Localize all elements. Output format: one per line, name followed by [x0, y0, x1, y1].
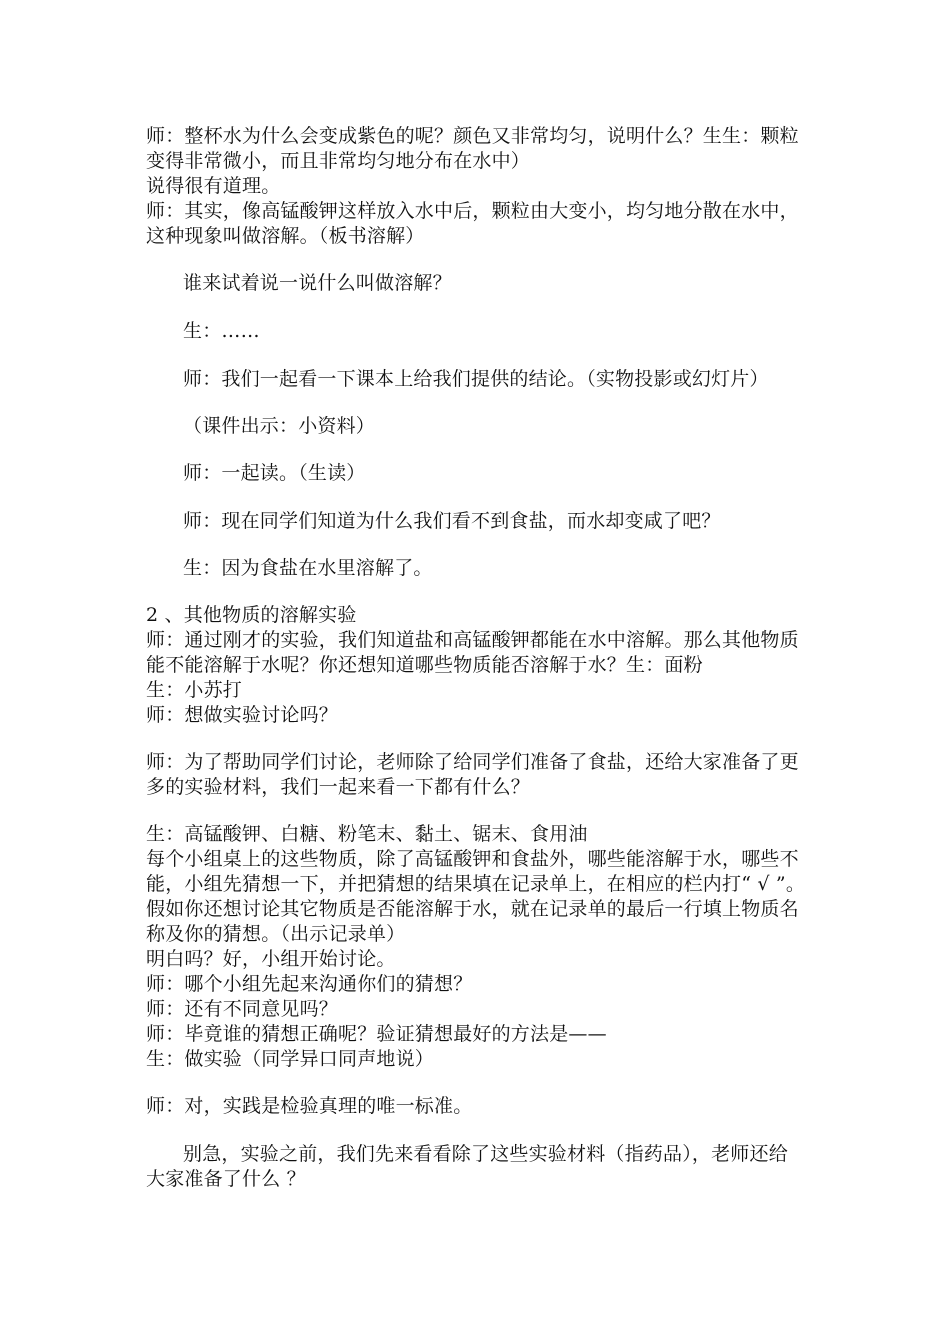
text-line-2: 变得非常微小，而且非常均匀地分布在水中）	[146, 150, 531, 172]
text-line-22: 能，小组先猜想一下，并把猜想的结果填在记录单上，在相应的栏内打“ √ ”。	[146, 873, 806, 895]
text-line-19: 多的实验材料，我们一起来看一下都有什么？	[146, 776, 531, 798]
text-line-10: 师：一起读。（生读）	[183, 462, 366, 484]
text-line-26: 师：哪个小组先起来沟通你们的猜想？	[146, 973, 473, 995]
text-line-7: 生：……	[183, 320, 260, 342]
text-line-11: 师：现在同学们知道为什么我们看不到食盐，而水却变咸了吧？	[183, 510, 721, 532]
text-line-20: 生：高锰酸钾、白糖、粉笔末、黏土、锯末、食用油	[146, 823, 588, 845]
text-line-3: 说得很有道理。	[146, 175, 281, 197]
text-line-5: 这种现象叫做溶解。（板书溶解）	[146, 225, 425, 247]
text-line-24: 称及你的猜想。（出示记录单）	[146, 923, 406, 945]
text-line-30: 师：对，实践是检验真理的唯一标准。	[146, 1095, 473, 1117]
text-line-16: 生：小苏打	[146, 679, 243, 701]
text-line-25: 明白吗？好，小组开始讨论。	[146, 948, 396, 970]
text-line-12: 生：因为食盐在水里溶解了。	[183, 557, 433, 579]
text-line-21: 每个小组桌上的这些物质，除了高锰酸钾和食盐外，哪些能溶解于水，哪些不	[146, 848, 799, 870]
text-line-23: 假如你还想讨论其它物质是否能溶解于水，就在记录单的最后一行填上物质名	[146, 898, 799, 920]
section-heading: 2 、其他物质的溶解实验	[146, 604, 357, 626]
text-line-8: 师：我们一起看一下课本上给我们提供的结论。（实物投影或幻灯片）	[183, 368, 769, 390]
text-line-32: 大家准备了什么 ？	[146, 1168, 306, 1190]
text-line-1: 师：整杯水为什么会变成紫色的呢？颜色又非常均匀，说明什么？生生：颗粒	[146, 125, 799, 147]
text-line-17: 师：想做实验讨论吗？	[146, 704, 339, 726]
text-line-14: 师：通过刚才的实验，我们知道盐和高锰酸钾都能在水中溶解。那么其他物质	[146, 629, 799, 651]
text-line-28: 师：毕竟谁的猜想正确呢？验证猜想最好的方法是——	[146, 1023, 607, 1045]
text-line-27: 师：还有不同意见吗？	[146, 998, 339, 1020]
text-line-29: 生：做实验（同学异口同声地说）	[146, 1048, 435, 1070]
text-line-15: 能不能溶解于水呢？你还想知道哪些物质能否溶解于水？生：面粉	[146, 654, 703, 676]
text-line-4: 师：其实，像高锰酸钾这样放入水中后，颗粒由大变小，均匀地分散在水中，	[146, 200, 799, 222]
text-line-18: 师：为了帮助同学们讨论，老师除了给同学们准备了食盐，还给大家准备了更	[146, 751, 799, 773]
text-line-6: 谁来试着说一说什么叫做溶解？	[183, 272, 452, 294]
text-line-9: （课件出示：小资料）	[183, 415, 376, 437]
text-line-31: 别急，实验之前，我们先来看看除了这些实验材料（指药品），老师还给	[183, 1143, 788, 1165]
